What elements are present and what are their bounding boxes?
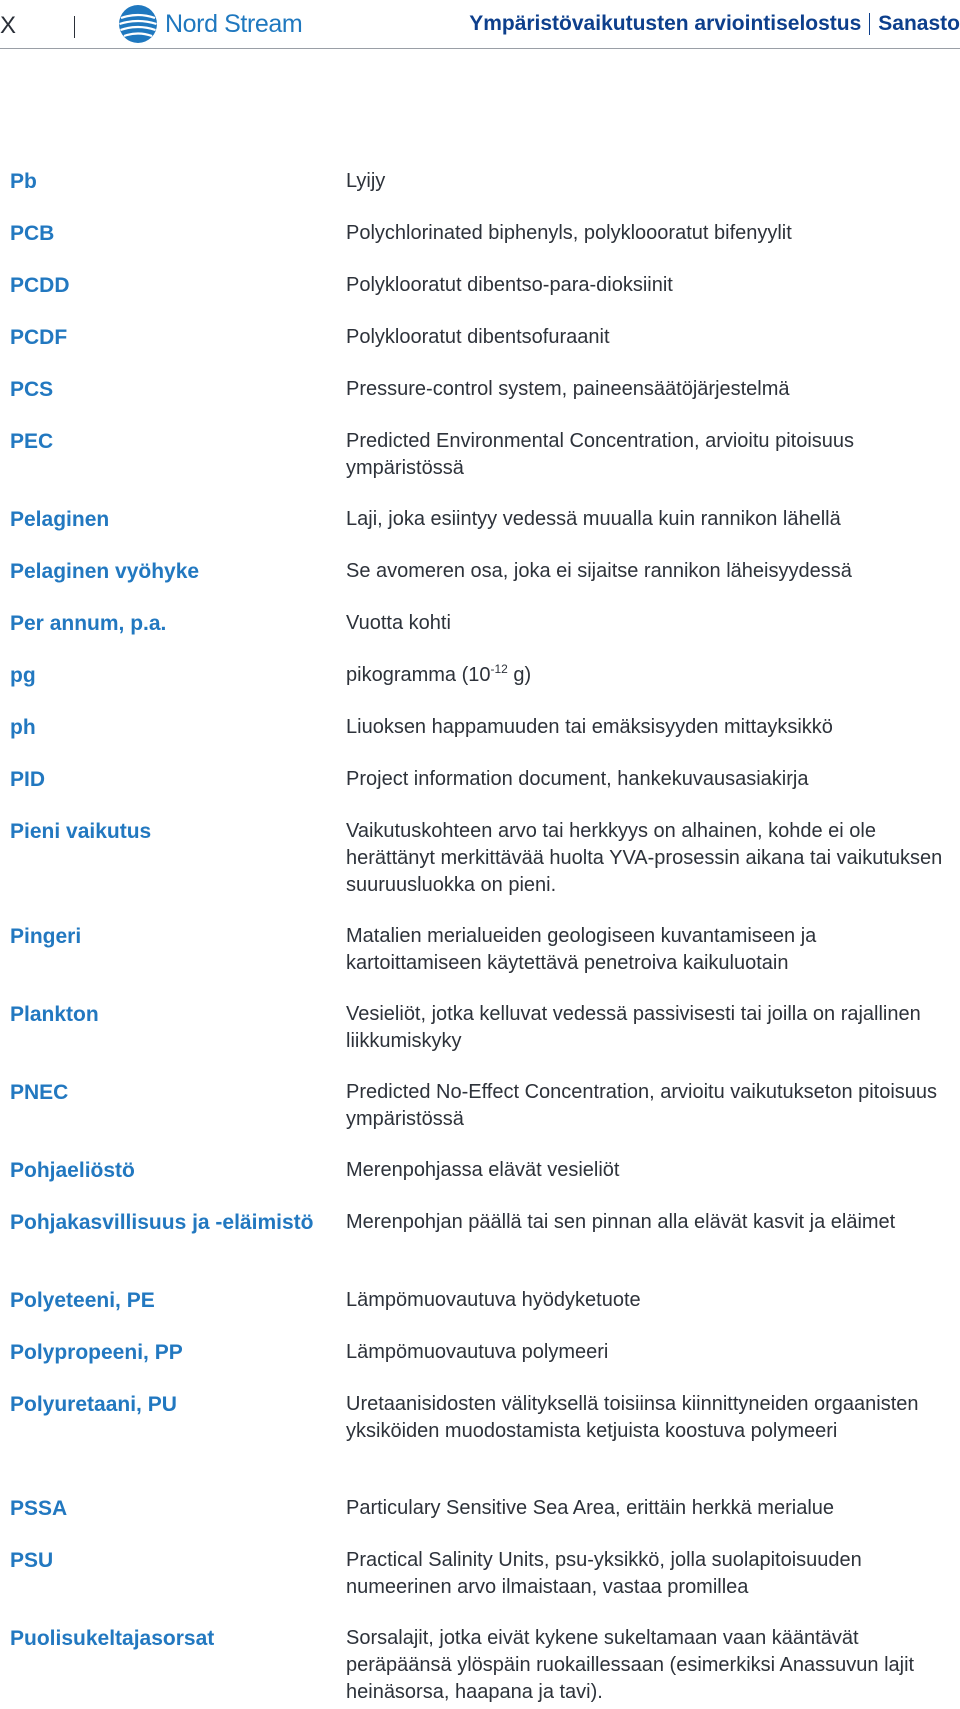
section-label: Sanasto <box>878 12 960 35</box>
glossary-term: pg <box>10 664 36 687</box>
glossary-definition: Vuotta kohti <box>346 612 451 634</box>
glossary-definition: Lämpömuovautuva hyödyketuote <box>346 1289 641 1311</box>
document-header <box>0 0 960 50</box>
glossary-definition: Particulary Sensitive Sea Area, erittäin herkkä merialue <box>346 1497 835 1519</box>
glossary-definition: Liuoksen happamuuden tai emäksisyyden mittayksikkö <box>346 716 833 738</box>
glossary-term: Pohjakasvillisuus ja -eläimistö <box>10 1211 314 1234</box>
glossary-definition: Laji, joka esiintyy vedessä muualla kuin rannikon lähellä <box>346 508 841 530</box>
glossary-term: PEC <box>10 430 54 453</box>
glossary-definition: Lämpömuovautuva polymeeri <box>346 1341 609 1363</box>
glossary-term: PCDD <box>10 274 70 297</box>
glossary-term: Pieni vaikutus <box>10 820 152 843</box>
glossary-definition: Vesieliöt, jotka kelluvat vedessä passivisesti tai joilla on rajallinen liikkumiskyky <box>346 1003 921 1052</box>
glossary-definition: Predicted No-Effect Concentration, arvioitu vaikutukseton pitoisuus ympäristössä <box>346 1081 938 1130</box>
glossary-definition: Practical Salinity Units, psu-yksikkö, jolla suolapitoisuuden numeerinen arvo ilmaistaan, vastaa promillea <box>346 1549 862 1598</box>
glossary-term: Polyeteeni, PE <box>10 1289 155 1312</box>
document-title: Ympäristövaikutusten arviointiselostus <box>469 12 862 35</box>
glossary-term: Per annum, p.a. <box>10 612 167 635</box>
glossary-definition: Merenpohjassa elävät vesieliöt <box>346 1159 620 1181</box>
glossary-definition: Polyklooratut dibentso-para-dioksiinit <box>346 274 673 296</box>
glossary-definition: Uretaanisidosten välityksellä toisiinsa kiinnittyneiden orgaanisten yksiköiden muodostamista ketjuista koostuva polymeeri <box>346 1393 919 1442</box>
logo-text: Nord Stream <box>165 9 303 38</box>
nord-stream-logo <box>118 4 302 44</box>
glossary-term: Plankton <box>10 1003 99 1026</box>
glossary-definition: Sorsalajit, jotka eivät kykene sukeltamaan vaan kääntävät peräpäänsä ylöspäin ruokaillessaan (esimerkiksi Anassuvun lajit heinäsorsa, haapana ja tavi). <box>346 1627 915 1703</box>
glossary-term: PID <box>10 768 46 791</box>
glossary-term: Polypropeeni, PP <box>10 1341 183 1364</box>
glossary-term: PSSA <box>10 1497 68 1520</box>
definition-text: g) <box>507 664 532 686</box>
glossary-term: Pohjaeliöstö <box>10 1159 135 1182</box>
glossary-term: Pelaginen vyöhyke <box>10 560 200 583</box>
glossary-definition: Se avomeren osa, joka ei sijaitse rannikon läheisyydessä <box>346 560 852 582</box>
close-mark[interactable]: X <box>0 12 17 39</box>
glossary-definition: Lyijy <box>346 170 386 192</box>
glossary-term: Pingeri <box>10 925 82 948</box>
globe-logo-icon <box>118 4 158 44</box>
glossary-term: ph <box>10 716 36 739</box>
glossary-term: Puolisukeltajasorsat <box>10 1627 215 1650</box>
glossary-term: PCB <box>10 222 55 245</box>
definition-text: pikogramma (10 <box>346 664 491 686</box>
glossary-term: Pelaginen <box>10 508 110 531</box>
header-rule <box>0 48 960 49</box>
exponent: -12 <box>490 662 508 676</box>
glossary-definition: Polyklooratut dibentsofuraanit <box>346 326 610 348</box>
glossary-definition: Polychlorinated biphenyls, polykloooratut bifenyylit <box>346 222 792 244</box>
glossary-definition: Vaikutuskohteen arvo tai herkkyys on alhainen, kohde ei ole herättänyt merkittävää huolta YVA-prosessin aikana tai vaikutuksen suuruusluokka on pieni. <box>346 820 943 896</box>
glossary-term: Pb <box>10 170 37 193</box>
glossary-definition: Matalien merialueiden geologiseen kuvantamiseen ja kartoittamiseen käytettävä penetroiva kaikuluotain <box>346 925 817 974</box>
glossary-term: PNEC <box>10 1081 69 1104</box>
glossary-definition <box>346 662 946 689</box>
glossary-definition: Predicted Environmental Concentration, arvioitu pitoisuus ympäristössä <box>346 430 855 479</box>
glossary-term: PCS <box>10 378 54 401</box>
document-title-bar <box>469 12 960 36</box>
glossary-term: Polyuretaani, PU <box>10 1393 177 1416</box>
glossary-term: PSU <box>10 1549 54 1572</box>
glossary-definition: Project information document, hankekuvausasiakirja <box>346 768 809 790</box>
title-separator <box>869 13 870 35</box>
glossary-term: PCDF <box>10 326 68 349</box>
header-divider <box>74 16 75 38</box>
glossary-definition: Merenpohjan päällä tai sen pinnan alla elävät kasvit ja eläimet <box>346 1211 896 1233</box>
glossary-definition: Pressure-control system, paineensäätöjärjestelmä <box>346 378 790 400</box>
